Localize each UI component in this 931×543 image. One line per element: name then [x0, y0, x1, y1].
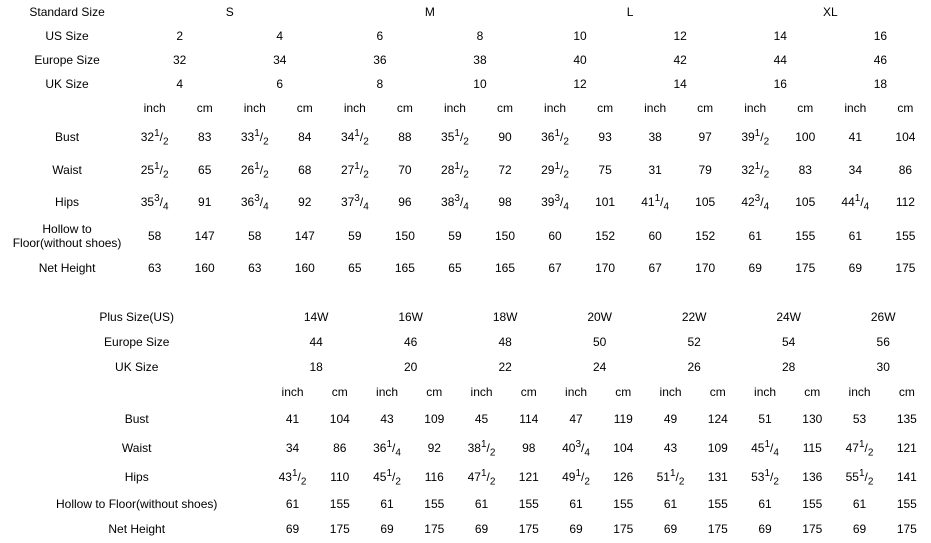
measure-cell: $55^1/_2$ [836, 464, 883, 493]
uk-size-cell: 10 [430, 73, 530, 97]
eu-size-cell: 36 [330, 49, 430, 73]
measure-cell: 83 [780, 155, 830, 187]
measure-cell: 104 [880, 121, 930, 155]
measure-cell: 175 [780, 255, 830, 283]
measure-cell: 65 [430, 255, 480, 283]
measure-cell: 93 [580, 121, 630, 155]
measure-cell: $33^1/_2$ [230, 121, 280, 155]
row-label-hips-plus: Hips [5, 464, 269, 493]
measure-cell: 61 [458, 493, 505, 518]
measure-cell: 53 [836, 406, 883, 435]
unit-cell: inch [458, 381, 505, 406]
measure-cell: $35^1/_2$ [430, 121, 480, 155]
eu-size-cell: 40 [530, 49, 630, 73]
measure-cell: 79 [680, 155, 730, 187]
measure-cell: 109 [411, 406, 458, 435]
measure-cell: 65 [180, 155, 230, 187]
table-row [5, 331, 931, 356]
measure-cell: $32^1/_2$ [130, 121, 180, 155]
measure-cell: 69 [830, 255, 880, 283]
measure-cell: 34 [269, 435, 316, 464]
measure-cell: 155 [505, 493, 552, 518]
measure-cell: 34 [830, 155, 880, 187]
measure-cell: 175 [880, 255, 930, 283]
table-row [5, 121, 931, 155]
measure-cell: 61 [741, 493, 788, 518]
measure-cell: 160 [280, 255, 330, 283]
us-size-cell: 12 [630, 25, 730, 49]
uk-size-cell: 24 [552, 356, 647, 381]
unit-cell: cm [694, 381, 741, 406]
unit-cell: inch [730, 97, 780, 121]
row-label-us-size: US Size [5, 25, 130, 49]
measure-cell: 150 [380, 219, 430, 255]
measure-cell: 109 [694, 435, 741, 464]
measure-cell: $45^1/_2$ [363, 464, 410, 493]
measure-cell: 41 [830, 121, 880, 155]
measure-cell: $45^1/_4$ [741, 435, 788, 464]
measure-cell: 112 [880, 187, 930, 219]
measure-cell: 175 [411, 518, 458, 543]
measure-cell: 155 [789, 493, 836, 518]
measure-cell: $35^3/_4$ [130, 187, 180, 219]
measure-cell: $47^1/_2$ [836, 435, 883, 464]
measure-cell: $53^1/_2$ [741, 464, 788, 493]
unit-cell: inch [230, 97, 280, 121]
measure-cell: 155 [780, 219, 830, 255]
unit-cell: cm [600, 381, 647, 406]
measure-cell: 70 [380, 155, 430, 187]
unit-cell: cm [480, 97, 530, 121]
plus-size-cell: 20W [552, 306, 647, 331]
measure-cell: 165 [380, 255, 430, 283]
us-size-cell: 6 [330, 25, 430, 49]
measure-cell: 43 [647, 435, 694, 464]
us-size-cell: 2 [130, 25, 230, 49]
measure-cell: 86 [880, 155, 930, 187]
plus-size-table [4, 305, 931, 543]
eu-size-cell: 44 [730, 49, 830, 73]
measure-cell: $39^1/_2$ [730, 121, 780, 155]
table-row-units [5, 97, 931, 121]
unit-cell: cm [505, 381, 552, 406]
measure-cell: 175 [789, 518, 836, 543]
measure-cell: 60 [530, 219, 580, 255]
unit-cell: cm [180, 97, 230, 121]
eu-size-cell: 44 [269, 331, 364, 356]
uk-size-cell: 30 [836, 356, 931, 381]
measure-cell: 131 [694, 464, 741, 493]
measure-cell: $26^1/_2$ [230, 155, 280, 187]
row-label-plus-size: Plus Size(US) [5, 306, 269, 331]
row-label-europe-size-plus: Europe Size [5, 331, 269, 356]
measure-cell: $29^1/_2$ [530, 155, 580, 187]
measure-cell: $42^3/_4$ [730, 187, 780, 219]
eu-size-cell: 52 [647, 331, 742, 356]
measure-cell: $49^1/_2$ [552, 464, 599, 493]
uk-size-cell: 12 [530, 73, 630, 97]
row-label-standard-size: Standard Size [5, 1, 130, 25]
measure-cell: 69 [836, 518, 883, 543]
measure-cell: 88 [380, 121, 430, 155]
measure-cell: 69 [458, 518, 505, 543]
unit-cell: cm [380, 97, 430, 121]
eu-size-cell: 50 [552, 331, 647, 356]
unit-cell: cm [411, 381, 458, 406]
measure-cell: 100 [780, 121, 830, 155]
measure-cell: 59 [330, 219, 380, 255]
measure-cell: 67 [630, 255, 680, 283]
size-group-s: S [130, 1, 330, 25]
measure-cell: $39^3/_4$ [530, 187, 580, 219]
measure-cell: 69 [741, 518, 788, 543]
row-label-hips: Hips [5, 187, 130, 219]
eu-size-cell: 42 [630, 49, 730, 73]
measure-cell: 83 [180, 121, 230, 155]
measure-cell: 61 [552, 493, 599, 518]
unit-cell: cm [789, 381, 836, 406]
measure-cell: 61 [363, 493, 410, 518]
measure-cell: 152 [580, 219, 630, 255]
row-label-bust-plus: Bust [5, 406, 269, 435]
measure-cell: 75 [580, 155, 630, 187]
uk-size-cell: 18 [269, 356, 364, 381]
unit-cell: inch [130, 97, 180, 121]
measure-cell: 90 [480, 121, 530, 155]
measure-cell: $51^1/_2$ [647, 464, 694, 493]
measure-cell: 119 [600, 406, 647, 435]
size-group-l: L [530, 1, 730, 25]
eu-size-cell: 56 [836, 331, 931, 356]
measure-cell: $47^1/_2$ [458, 464, 505, 493]
measure-cell: 175 [883, 518, 930, 543]
unit-cell: inch [836, 381, 883, 406]
measure-cell: 104 [600, 435, 647, 464]
measure-cell: 141 [883, 464, 930, 493]
row-label-waist-plus: Waist [5, 435, 269, 464]
measure-cell: 155 [880, 219, 930, 255]
measure-cell: 58 [230, 219, 280, 255]
unit-cell: cm [883, 381, 930, 406]
label-line-2: Floor(without shoes) [12, 235, 122, 250]
uk-size-cell: 6 [230, 73, 330, 97]
unit-cell: cm [580, 97, 630, 121]
measure-cell: 45 [458, 406, 505, 435]
measure-cell: 84 [280, 121, 330, 155]
measure-cell: $37^3/_4$ [330, 187, 380, 219]
measure-cell: $43^1/_2$ [269, 464, 316, 493]
measure-cell: 135 [883, 406, 930, 435]
measure-cell: 124 [694, 406, 741, 435]
measure-cell: 170 [580, 255, 630, 283]
uk-size-cell: 4 [130, 73, 230, 97]
plus-size-cell: 16W [363, 306, 458, 331]
us-size-cell: 14 [730, 25, 830, 49]
size-group-m: M [330, 1, 530, 25]
measure-cell: 61 [830, 219, 880, 255]
row-label-uk-size-plus: UK Size [5, 356, 269, 381]
plus-size-cell: 22W [647, 306, 742, 331]
measure-cell: 175 [694, 518, 741, 543]
measure-cell: 91 [180, 187, 230, 219]
measure-cell: 104 [316, 406, 363, 435]
us-size-cell: 16 [830, 25, 930, 49]
unit-cell: inch [741, 381, 788, 406]
measure-cell: $44^1/_4$ [830, 187, 880, 219]
measure-cell: 51 [741, 406, 788, 435]
unit-cell: inch [363, 381, 410, 406]
measure-cell: 92 [280, 187, 330, 219]
eu-size-cell: 34 [230, 49, 330, 73]
measure-cell: 59 [430, 219, 480, 255]
measure-cell: $41^1/_4$ [630, 187, 680, 219]
row-label-hollow-to-floor [5, 219, 130, 255]
unit-cell: inch [552, 381, 599, 406]
measure-cell: $36^3/_4$ [230, 187, 280, 219]
uk-size-cell: 8 [330, 73, 430, 97]
measure-cell: 58 [130, 219, 180, 255]
measure-cell: 72 [480, 155, 530, 187]
unit-cell: cm [680, 97, 730, 121]
unit-cell: inch [530, 97, 580, 121]
measure-cell: 147 [180, 219, 230, 255]
table-row-units [5, 381, 931, 406]
measure-cell: $38^1/_2$ [458, 435, 505, 464]
measure-cell: $28^1/_2$ [430, 155, 480, 187]
uk-size-cell: 26 [647, 356, 742, 381]
table-row [5, 49, 931, 73]
table-row [5, 435, 931, 464]
row-label-net-height: Net Height [5, 255, 130, 283]
measure-cell: 155 [316, 493, 363, 518]
measure-cell: $36^1/_2$ [530, 121, 580, 155]
unit-cell: inch [830, 97, 880, 121]
measure-cell: 110 [316, 464, 363, 493]
measure-cell: 86 [316, 435, 363, 464]
measure-cell: 155 [411, 493, 458, 518]
measure-cell: 98 [480, 187, 530, 219]
measure-cell: $40^3/_4$ [552, 435, 599, 464]
table-row [5, 187, 931, 219]
measure-cell: 105 [680, 187, 730, 219]
measure-cell: $38^3/_4$ [430, 187, 480, 219]
table-spacer [2, 283, 929, 305]
table-row [5, 464, 931, 493]
measure-cell: 43 [363, 406, 410, 435]
unit-cell: cm [880, 97, 930, 121]
unit-cell: inch [330, 97, 380, 121]
us-size-cell: 4 [230, 25, 330, 49]
measure-cell: 97 [680, 121, 730, 155]
row-label-units [5, 97, 130, 121]
measure-cell: 126 [600, 464, 647, 493]
measure-cell: 69 [269, 518, 316, 543]
measure-cell: 68 [280, 155, 330, 187]
measure-cell: 114 [505, 406, 552, 435]
row-label-units-plus [5, 381, 269, 406]
table-row [5, 155, 931, 187]
measure-cell: 155 [694, 493, 741, 518]
measure-cell: 63 [230, 255, 280, 283]
measure-cell: $32^1/_2$ [730, 155, 780, 187]
plus-size-cell: 18W [458, 306, 553, 331]
unit-cell: inch [269, 381, 316, 406]
plus-size-cell: 14W [269, 306, 364, 331]
measure-cell: $25^1/_2$ [130, 155, 180, 187]
measure-cell: $34^1/_2$ [330, 121, 380, 155]
measure-cell: 41 [269, 406, 316, 435]
measure-cell: 98 [505, 435, 552, 464]
label-line-1: Hollow to [42, 221, 92, 236]
measure-cell: 96 [380, 187, 430, 219]
uk-size-cell: 16 [730, 73, 830, 97]
row-label-europe-size: Europe Size [5, 49, 130, 73]
measure-cell: 31 [630, 155, 680, 187]
measure-cell: 101 [580, 187, 630, 219]
measure-cell: 150 [480, 219, 530, 255]
plus-size-cell: 26W [836, 306, 931, 331]
measure-cell: 69 [552, 518, 599, 543]
plus-size-cell: 24W [741, 306, 836, 331]
measure-cell: 121 [505, 464, 552, 493]
standard-size-table [4, 0, 931, 283]
uk-size-cell: 20 [363, 356, 458, 381]
measure-cell: 155 [600, 493, 647, 518]
measure-cell: 105 [780, 187, 830, 219]
unit-cell: inch [430, 97, 480, 121]
measure-cell: 49 [647, 406, 694, 435]
measure-cell: 61 [836, 493, 883, 518]
row-label-bust: Bust [5, 121, 130, 155]
unit-cell: cm [780, 97, 830, 121]
measure-cell: 47 [552, 406, 599, 435]
measure-cell: 121 [883, 435, 930, 464]
measure-cell: 130 [789, 406, 836, 435]
us-size-cell: 10 [530, 25, 630, 49]
measure-cell: 152 [680, 219, 730, 255]
table-row [5, 255, 931, 283]
eu-size-cell: 48 [458, 331, 553, 356]
measure-cell: 175 [505, 518, 552, 543]
unit-cell: inch [630, 97, 680, 121]
row-label-hollow-to-floor-plus: Hollow to Floor(without shoes) [5, 493, 269, 518]
measure-cell: 61 [730, 219, 780, 255]
eu-size-cell: 32 [130, 49, 230, 73]
measure-cell: 92 [411, 435, 458, 464]
row-label-uk-size: UK Size [5, 73, 130, 97]
measure-cell: 175 [316, 518, 363, 543]
unit-cell: cm [316, 381, 363, 406]
measure-cell: 175 [600, 518, 647, 543]
measure-cell: $27^1/_2$ [330, 155, 380, 187]
measure-cell: 160 [180, 255, 230, 283]
measure-cell: 170 [680, 255, 730, 283]
table-row [5, 25, 931, 49]
uk-size-cell: 28 [741, 356, 836, 381]
eu-size-cell: 38 [430, 49, 530, 73]
measure-cell: 61 [269, 493, 316, 518]
us-size-cell: 8 [430, 25, 530, 49]
uk-size-cell: 22 [458, 356, 553, 381]
table-row [5, 356, 931, 381]
measure-cell: $36^1/_4$ [363, 435, 410, 464]
measure-cell: 115 [789, 435, 836, 464]
measure-cell: 65 [330, 255, 380, 283]
table-row [5, 306, 931, 331]
measure-cell: 38 [630, 121, 680, 155]
uk-size-cell: 14 [630, 73, 730, 97]
measure-cell: 165 [480, 255, 530, 283]
measure-cell: 69 [363, 518, 410, 543]
measure-cell: 63 [130, 255, 180, 283]
eu-size-cell: 54 [741, 331, 836, 356]
measure-cell: 155 [883, 493, 930, 518]
measure-cell: 67 [530, 255, 580, 283]
measure-cell: 69 [730, 255, 780, 283]
row-label-waist: Waist [5, 155, 130, 187]
uk-size-cell: 18 [830, 73, 930, 97]
row-label-net-height-plus: Net Height [5, 518, 269, 543]
table-row [5, 219, 931, 255]
measure-cell: 136 [789, 464, 836, 493]
table-row [5, 518, 931, 543]
eu-size-cell: 46 [363, 331, 458, 356]
unit-cell: inch [647, 381, 694, 406]
size-group-xl: XL [730, 1, 930, 25]
table-row [5, 493, 931, 518]
measure-cell: 147 [280, 219, 330, 255]
measure-cell: 61 [647, 493, 694, 518]
measure-cell: 60 [630, 219, 680, 255]
table-row [5, 73, 931, 97]
measure-cell: 69 [647, 518, 694, 543]
unit-cell: cm [280, 97, 330, 121]
eu-size-cell: 46 [830, 49, 930, 73]
table-row [5, 406, 931, 435]
measure-cell: 116 [411, 464, 458, 493]
table-row [5, 1, 931, 25]
